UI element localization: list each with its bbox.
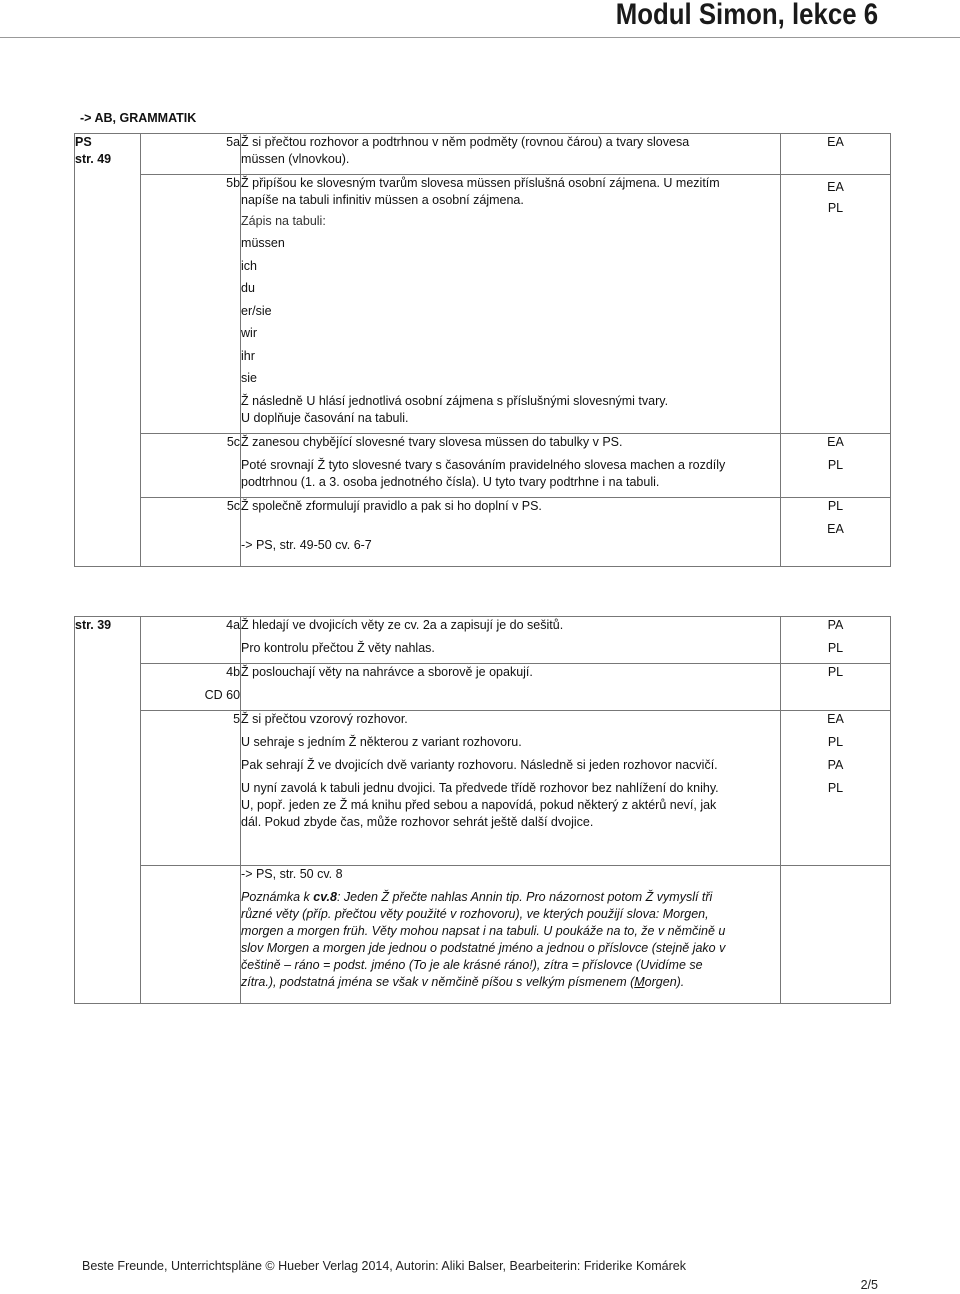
form-label: EA bbox=[827, 712, 844, 726]
form-cell bbox=[780, 134, 890, 175]
description-line: Pro kontrolu přečtou Ž věty nahlas. bbox=[241, 641, 435, 655]
description-cell bbox=[241, 433, 781, 497]
step-cell bbox=[141, 497, 241, 566]
board-item: ihr bbox=[241, 348, 255, 363]
description-line: Pak sehrají Ž ve dvojicích dvě varianty rozhovoru. Následně si jeden rozhovor nacvičí. bbox=[241, 758, 718, 772]
description-cell bbox=[241, 664, 781, 711]
note-line: slov Morgen a morgen jde jednou o podstatné jméno a jednou o příslovce (stejně jako v bbox=[241, 941, 726, 955]
step-label: 5c bbox=[226, 434, 241, 449]
note-line bbox=[241, 974, 780, 991]
description-line: U nyní zavolá k tabuli jednu dvojici. Ta předvede třídě rozhovor bez nahlížení do knihy. bbox=[241, 781, 719, 795]
document-title: Modul Simon, lekce 6 bbox=[615, 0, 878, 31]
description-line: Ž poslouchají věty na nahrávce a sborově je opakují. bbox=[241, 665, 533, 679]
form-label: EA bbox=[827, 521, 844, 536]
header-divider bbox=[0, 37, 960, 38]
board-item: du bbox=[241, 281, 255, 295]
workbook-reference: -> PS, str. 49-50 cv. 6-7 bbox=[241, 537, 372, 552]
form-label: PL bbox=[827, 201, 844, 215]
step-label: 4a bbox=[226, 618, 241, 632]
form-cell bbox=[780, 433, 890, 497]
workbook-reference: -> PS, str. 50 cv. 8 bbox=[241, 867, 343, 881]
source-page: str. 39 bbox=[75, 618, 112, 632]
description-line: Ž si přečtou vzorový rozhovor. bbox=[241, 712, 408, 726]
description-line: Ž si přečtou rozhovor a podtrhnou v něm podměty (rovnou čárou) a tvary slovesa bbox=[241, 135, 690, 149]
form-label: PL bbox=[827, 641, 844, 655]
form-label: PL bbox=[827, 498, 844, 513]
audio-track-label: CD 60 bbox=[204, 688, 241, 702]
description-line: U doplňuje časování na tabuli. bbox=[241, 410, 409, 425]
description-line: Poté srovnají Ž tyto slovesné tvary s časováním pravidelného slovesa machen a rozdíly bbox=[241, 457, 726, 472]
description-line: Ž následně U hlásí jednotlivá osobní zájmena s příslušnými slovesnými tvary. bbox=[241, 393, 669, 408]
form-label: PA bbox=[827, 618, 844, 632]
board-list bbox=[241, 235, 780, 387]
form-label: PL bbox=[827, 735, 844, 749]
note-line: češtině – ráno = podst. jméno (To je ale krásné ráno!), zítra = příslovce (Uvidíme se bbox=[241, 958, 703, 972]
description-line: Ž připíšou ke slovesným tvarům slovesa müssen příslušná osobní zájmena. U mezitím bbox=[241, 176, 720, 190]
step-label: 5c bbox=[226, 498, 241, 513]
description-line: U, popř. jeden ze Ž má knihu před sebou a napovídá, pokud některý z aktérů neví, jak bbox=[241, 798, 717, 812]
step-label: 5a bbox=[226, 135, 241, 149]
step-cell bbox=[141, 134, 241, 175]
form-label: PL bbox=[827, 457, 844, 472]
table-row bbox=[75, 664, 891, 711]
form-cell bbox=[780, 497, 890, 566]
source-cell bbox=[75, 134, 141, 567]
description-line: podtrhnou (1. a 3. osoba jednotného čísla). U tyto tvary podtrhne i na tabuli. bbox=[241, 474, 660, 489]
form-cell bbox=[780, 175, 890, 434]
note-line: různé věty (příp. přečtou věty použité v rozhovoru), ve kterých použijí slova: Morgen, bbox=[241, 907, 709, 921]
source-page: str. 49 bbox=[75, 152, 112, 166]
footer-credit: Beste Freunde, Unterrichtspläne © Hueber Verlag 2014, Autorin: Aliki Balser, Bearbeiterin: Friderike Komárek bbox=[82, 1259, 686, 1273]
table-row bbox=[75, 617, 891, 664]
board-item: ich bbox=[241, 258, 258, 273]
description-cell bbox=[241, 866, 781, 1004]
note-prefix: Poznámka k bbox=[241, 890, 314, 904]
description-cell bbox=[241, 711, 781, 866]
table-row bbox=[75, 134, 891, 175]
form-label: EA bbox=[827, 135, 844, 149]
note-exercise: cv.8 bbox=[313, 890, 337, 904]
lesson-table-conversation bbox=[74, 616, 891, 1004]
table-row bbox=[75, 433, 891, 497]
table-row bbox=[75, 497, 891, 566]
description-cell bbox=[241, 134, 781, 175]
description-line bbox=[241, 434, 780, 451]
table-row bbox=[75, 175, 891, 434]
note-text: : Jeden Ž přečte nahlas Annin tip. Pro názornost potom Ž vymyslí tři bbox=[336, 890, 713, 904]
board-item: sie bbox=[241, 371, 258, 385]
description-cell bbox=[241, 175, 781, 434]
board-item: wir bbox=[241, 326, 257, 340]
form-cell bbox=[780, 664, 890, 711]
form-label: EA bbox=[827, 180, 844, 194]
step-cell bbox=[141, 866, 241, 1004]
description-line: U sehraje s jedním Ž některou z variant rozhovoru. bbox=[241, 735, 522, 749]
form-label: EA bbox=[827, 434, 844, 449]
text-segment: Ž zanesou chybějící slovesné tvary slovesa müssen do tabulky v PS. bbox=[241, 434, 623, 449]
step-cell bbox=[141, 617, 241, 664]
board-title: Zápis na tabuli: bbox=[241, 214, 326, 228]
lesson-table-grammar bbox=[74, 133, 891, 567]
note-underlined: M bbox=[634, 975, 645, 989]
description-line: dál. Pokud zbyde čas, může rozhovor sehrát ještě další dvojice. bbox=[241, 815, 594, 829]
description-line: napíše na tabuli infinitiv müssen a osobní zájmena. bbox=[241, 193, 524, 207]
form-cell bbox=[780, 617, 890, 664]
form-label: PL bbox=[827, 665, 844, 679]
form-cell bbox=[780, 711, 890, 866]
page-number: 2/5 bbox=[860, 1278, 878, 1292]
table-row bbox=[75, 711, 891, 866]
description-line: Ž hledají ve dvojicích věty ze cv. 2a a zapisují je do sešitů. bbox=[241, 618, 564, 632]
description-line: müssen (vlnovkou). bbox=[241, 152, 350, 166]
form-cell bbox=[780, 866, 890, 1004]
note-line bbox=[241, 889, 780, 906]
table-row bbox=[75, 866, 891, 1004]
form-label: PL bbox=[827, 781, 844, 795]
source-label: PS bbox=[75, 135, 92, 149]
board-item: müssen bbox=[241, 236, 285, 250]
board-item: er/sie bbox=[241, 303, 272, 318]
source-cell bbox=[75, 617, 141, 1004]
form-label: PA bbox=[827, 758, 844, 772]
step-cell bbox=[141, 175, 241, 434]
section-label: -> AB, GRAMMATIK bbox=[80, 111, 197, 125]
step-cell bbox=[141, 711, 241, 866]
note-text: orgen). bbox=[644, 975, 685, 989]
step-label: 5b bbox=[226, 176, 241, 190]
note-text: zítra.), podstatná jména se však v němčině píšou s velkým písmenem ( bbox=[241, 975, 635, 989]
step-label: 5 bbox=[233, 712, 241, 726]
note-line: morgen a morgen früh. Věty mohou napsat i na tabuli. U poukáže na to, že v němčině u bbox=[241, 924, 726, 938]
step-label: 4b bbox=[226, 665, 241, 679]
step-cell bbox=[141, 664, 241, 711]
description-line: Ž společně zformulují pravidlo a pak si ho doplní v PS. bbox=[241, 498, 542, 513]
description-cell bbox=[241, 617, 781, 664]
description-cell bbox=[241, 497, 781, 566]
step-cell bbox=[141, 433, 241, 497]
